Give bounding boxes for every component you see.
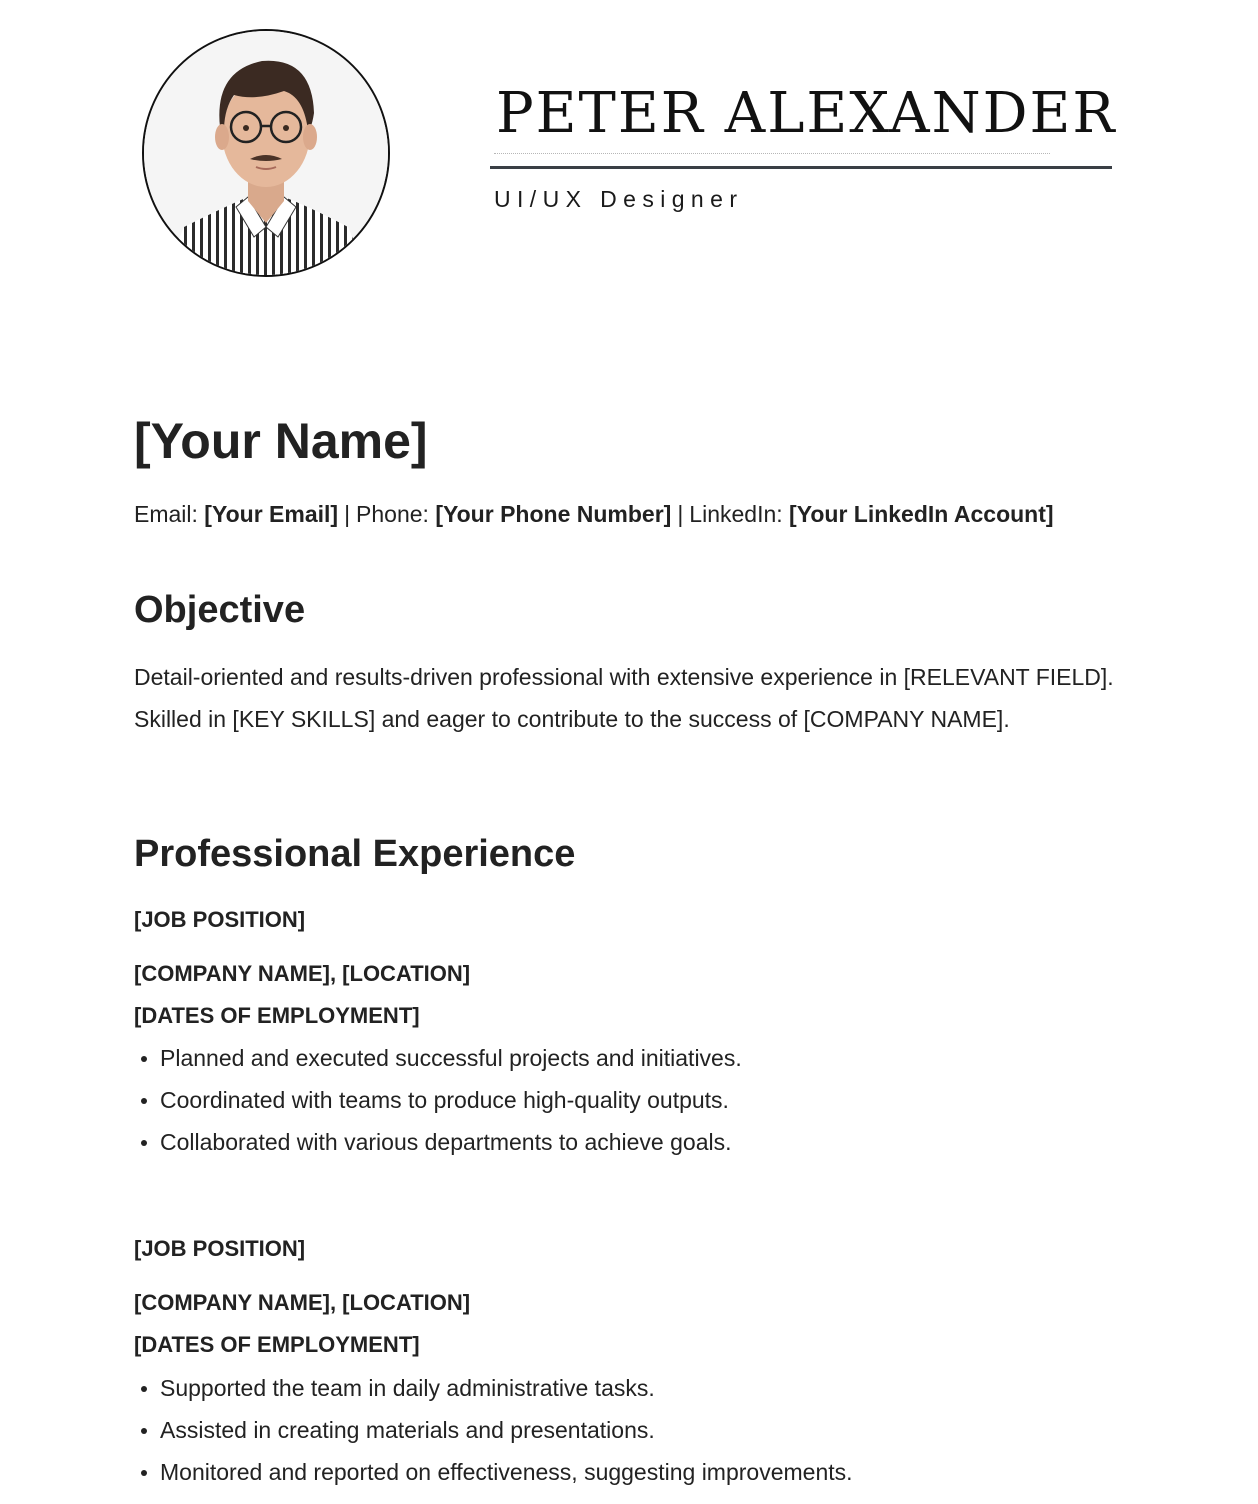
job-responsibilities-list <box>134 1367 853 1493</box>
job-responsibilities-list <box>134 1037 742 1163</box>
list-item: Planned and executed successful projects and initiatives. <box>134 1037 742 1079</box>
job-dates: [DATES OF EMPLOYMENT] <box>134 1003 420 1028</box>
contact-line <box>134 501 1054 528</box>
list-item: Coordinated with teams to produce high-quality outputs. <box>134 1079 742 1121</box>
list-item: Assisted in creating materials and presentations. <box>134 1409 853 1451</box>
linkedin-label: LinkedIn: <box>689 501 783 527</box>
header-dotted-divider <box>494 153 1050 154</box>
list-item: Collaborated with various departments to achieve goals. <box>134 1121 742 1163</box>
email-value: [Your Email] <box>204 501 339 527</box>
job-position: [JOB POSITION] <box>134 907 306 932</box>
resume-name: [Your Name] <box>134 413 428 469</box>
header-divider <box>490 166 1112 169</box>
header-display-name: PETER ALEXANDER <box>496 81 1117 146</box>
job-position: [JOB POSITION] <box>134 1236 306 1261</box>
contact-separator: | <box>344 501 351 527</box>
objective-heading: Objective <box>134 589 306 631</box>
job-company-location: [COMPANY NAME], [LOCATION] <box>134 961 471 986</box>
header-role: UI/UX Designer <box>494 186 744 212</box>
linkedin-value: [Your LinkedIn Account] <box>789 501 1054 527</box>
experience-heading: Professional Experience <box>134 833 576 875</box>
phone-label: Phone: <box>356 501 429 527</box>
contact-separator: | <box>677 501 684 527</box>
profile-photo <box>142 29 390 277</box>
objective-text: Detail-oriented and results-driven professional with extensive experience in [RELEVANT FIELD]. Skilled in [KEY SKILLS] and eager to contribute to the success of [COMPANY NAME]. <box>134 664 1114 732</box>
email-label: Email: <box>134 501 198 527</box>
job-company-location: [COMPANY NAME], [LOCATION] <box>134 1290 471 1315</box>
phone-value: [Your Phone Number] <box>435 501 672 527</box>
list-item: Monitored and reported on effectiveness, suggesting improvements. <box>134 1451 853 1493</box>
job-dates: [DATES OF EMPLOYMENT] <box>134 1332 420 1357</box>
list-item: Supported the team in daily administrative tasks. <box>134 1367 853 1409</box>
